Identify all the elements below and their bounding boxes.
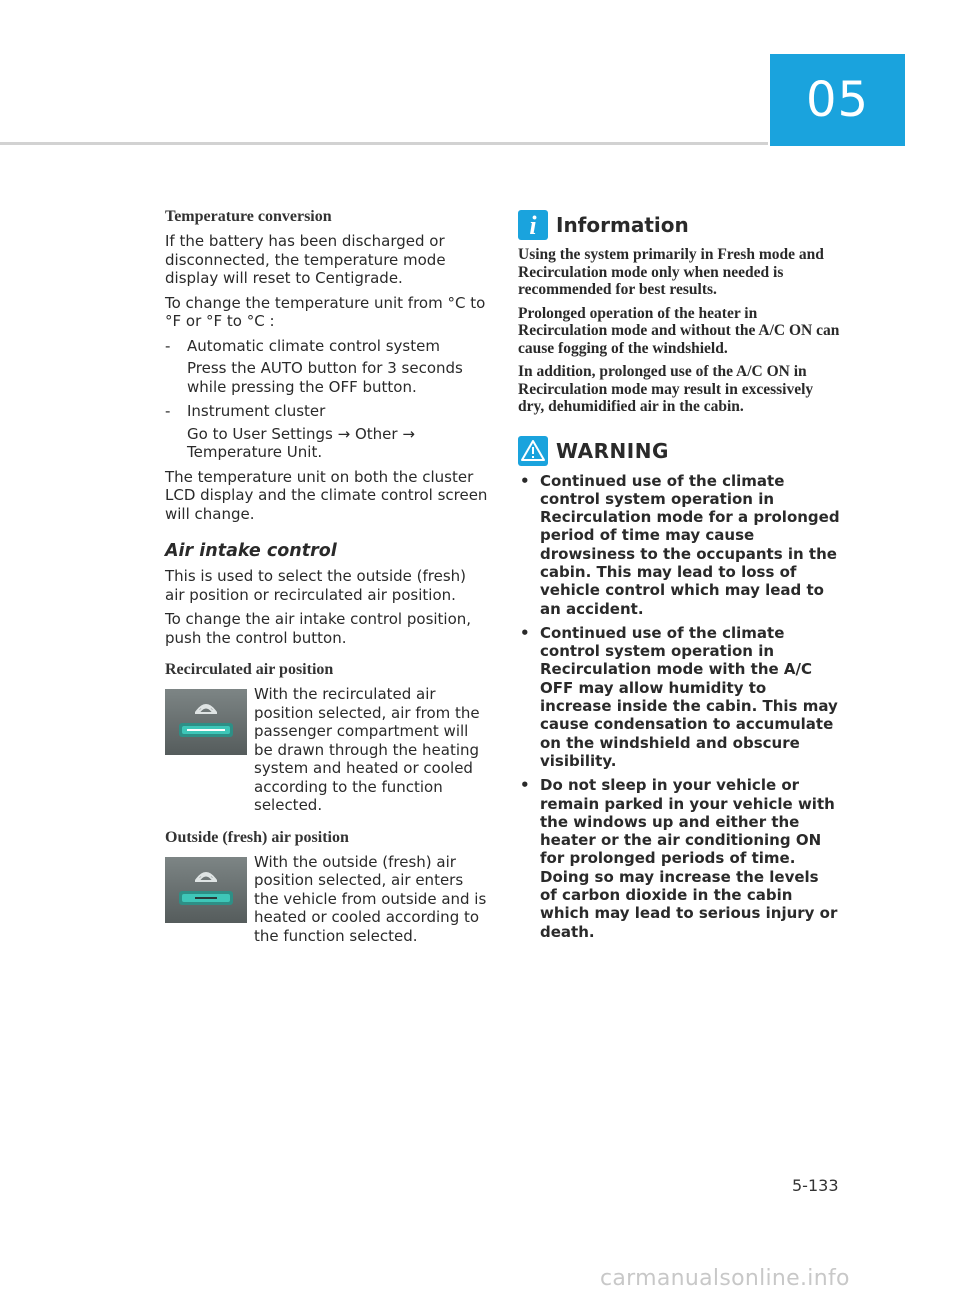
recirculated-row: [165, 685, 490, 815]
info-paragraph: Prolonged operation of the heater in Recirculation mode and without the A/C ON can cause fogging of the windshield.: [518, 304, 840, 357]
dash-marker: -: [165, 336, 171, 355]
fresh-air-heading: Outside (fresh) air position: [165, 828, 349, 846]
paragraph: The temperature unit on both the cluster LCD display and the climate control screen will change.: [165, 467, 488, 523]
bullet-marker: •: [520, 776, 530, 795]
watermark: carmanualsonline.info: [600, 1266, 850, 1291]
warning-text: Continued use of the climate control system operation in Recirculation mode with the A/C OFF may allow humidity to increase inside the cabin. This may cause condensation to accumulate on the windshield and obscure visibility.: [540, 623, 838, 770]
warning-triangle-icon: [518, 436, 548, 466]
chapter-tab: 05: [770, 54, 905, 146]
paragraph: To change the air intake control position, push the control button.: [165, 610, 472, 647]
recirculated-heading: Recirculated air position: [165, 661, 334, 678]
warning-item: [518, 624, 840, 770]
paragraph: To change the temperature unit from °C to °F or °F to °C :: [165, 293, 486, 330]
list-item: [165, 402, 490, 421]
temperature-conversion-heading: Temperature conversion: [165, 208, 332, 225]
bullet-marker: •: [520, 471, 530, 490]
left-column: [165, 208, 490, 945]
recirculated-description: With the recirculated air position selected, air from the passenger compartment will be drawn through the heating system and heated or cooled according to the function selected.: [254, 685, 480, 814]
info-paragraph: Using the system primarily in Fresh mode and Recirculation mode only when needed is recommended for best results.: [518, 246, 824, 298]
air-intake-heading: Air intake control: [165, 541, 337, 561]
fresh-air-row: [165, 853, 490, 946]
info-paragraph: In addition, prolonged use of the A/C ON in Recirculation mode may result in excessively dry, dehumidified air in the cabin.: [518, 363, 814, 415]
header-rule: [0, 142, 768, 145]
warning-text: Do not sleep in your vehicle or remain parked in your vehicle with the windows up and either the heater or the air conditioning ON for prolonged periods of time. Doing so may increase the levels of carbon dioxide in the cabin which may lead to serious injury or death.: [540, 776, 838, 941]
info-icon: i: [518, 210, 548, 240]
warning-item: [518, 472, 840, 618]
information-title: [518, 210, 840, 240]
warning-text: Continued use of the climate control system operation in Recirculation mode for a prolonged period of time may cause drowsiness to the occupants in the cabin. This may lead to loss of vehicle control which may lead to an accident.: [540, 471, 840, 618]
right-column: [518, 210, 840, 947]
warning-label: WARNING: [556, 438, 669, 463]
paragraph: If the battery has been discharged or disconnected, the temperature mode display will reset to Centigrade.: [165, 232, 446, 287]
information-label: Information: [556, 213, 689, 237]
fresh-air-description: With the outside (fresh) air position selected, air enters the vehicle from outside and is heated or cooled according to the function selected.: [254, 852, 487, 945]
list-item-detail: Press the AUTO button for 3 seconds while pressing the OFF button.: [187, 359, 463, 396]
list-item-label: Automatic climate control system: [187, 336, 440, 355]
page-number: 5-133: [792, 1176, 839, 1195]
list-item-label: Instrument cluster: [187, 402, 326, 420]
list-item: [165, 337, 490, 356]
recirculation-button-icon: [165, 689, 247, 755]
dash-marker: -: [165, 402, 171, 420]
paragraph: This is used to select the outside (fresh) air position or recirculated air position.: [165, 567, 466, 604]
bullet-marker: •: [520, 623, 530, 642]
list-item-detail: Go to User Settings → Other → Temperature Unit.: [187, 424, 415, 461]
warning-item: [518, 776, 840, 941]
warning-title: [518, 436, 840, 466]
fresh-air-button-icon: [165, 857, 247, 923]
